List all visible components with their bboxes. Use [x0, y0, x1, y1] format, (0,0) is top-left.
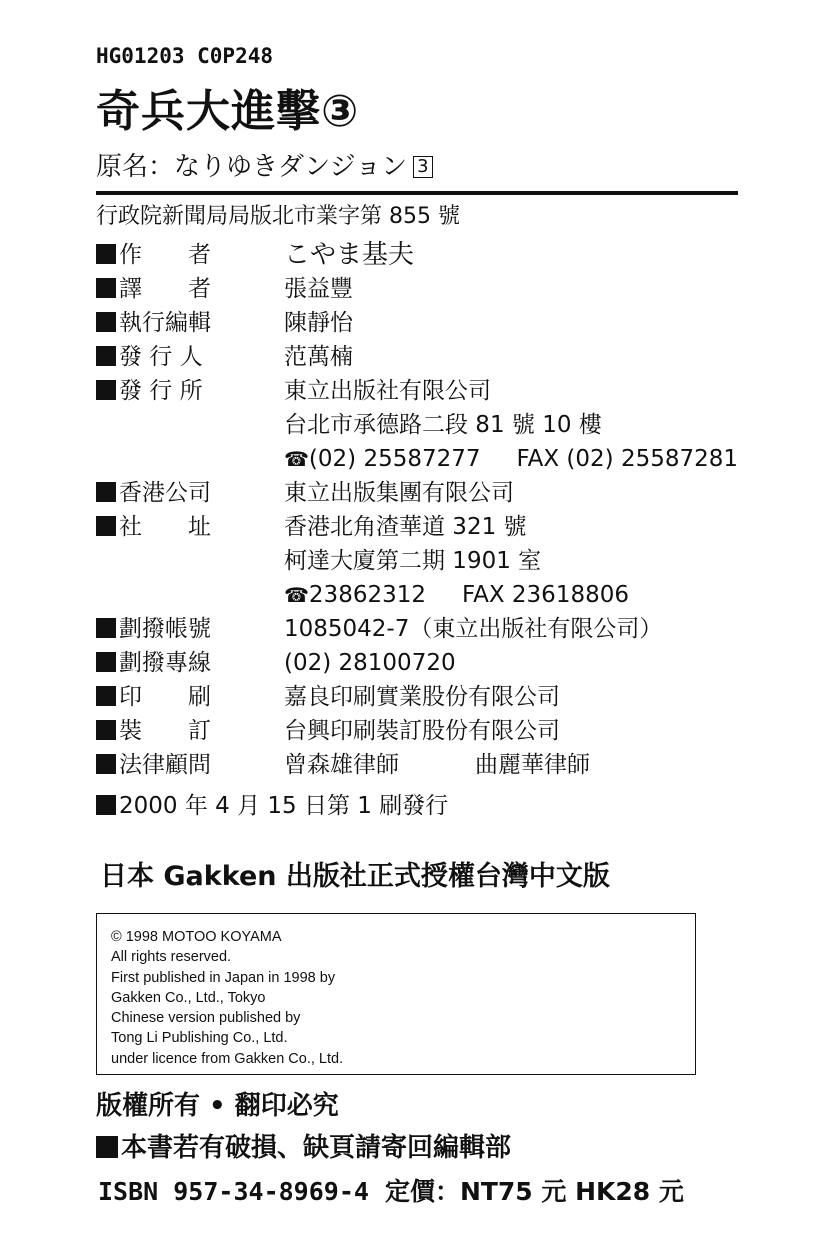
credit-label: 香港公司: [119, 480, 211, 506]
original-name-text: 原名：なりゆきダンジョン: [96, 152, 408, 182]
credit-value: 東立出版集團有限公司: [284, 480, 514, 506]
taipei-fax: FAX (02) 25587281: [516, 446, 739, 472]
damage-notice-text: 本書若有破損、缺頁請寄回編輯部: [121, 1133, 512, 1163]
copyright-line: © 1998 MOTOO KOYAMA: [111, 929, 282, 945]
credit-value: 范萬楠: [284, 344, 353, 370]
credit-value-address: 台北市承德路二段 81 號 10 樓: [284, 412, 602, 438]
credit-value: (02) 28100720: [284, 650, 456, 676]
credit-label: 發 行 所: [119, 378, 203, 404]
bullet-square-icon: [96, 346, 116, 366]
volume-box: 3: [413, 156, 432, 178]
credit-row-publisher: [96, 340, 738, 374]
credit-row-editor: [96, 306, 738, 340]
credits-list: [96, 238, 738, 782]
credit-value: 台興印刷裝訂股份有限公司: [284, 718, 560, 744]
credit-row-account-line: [96, 646, 738, 680]
credit-label: 發 行 人: [119, 344, 203, 370]
bullet-square-icon: [96, 754, 116, 774]
credit-label: 執行編輯: [119, 310, 211, 336]
bullet-square-icon: [96, 380, 116, 400]
bullet-square-icon: [96, 278, 116, 298]
credit-value: 柯達大廈第二期 1901 室: [284, 548, 542, 574]
taipei-phone: (02) 25587277: [308, 446, 481, 472]
credit-label: 劃撥帳號: [119, 616, 211, 642]
credit-label: 譯 者: [119, 276, 211, 302]
credit-row-hk-company: [96, 476, 738, 510]
hk-phone: 23862312: [308, 582, 426, 608]
credit-row-hk-address: [96, 510, 738, 612]
header-divider: [96, 191, 738, 195]
credit-row-author: [96, 238, 738, 272]
credit-row-account: [96, 612, 738, 646]
credit-row-translator: [96, 272, 738, 306]
original-name: [96, 150, 433, 184]
damage-notice: [96, 1130, 511, 1166]
book-title: 奇兵大進擊③: [96, 86, 360, 137]
taipei-contact: [284, 442, 738, 476]
print-date: [96, 789, 448, 823]
credit-row-binding: [96, 714, 738, 748]
credit-value: 曾森雄律師: [284, 752, 399, 778]
credit-value: 陳靜怡: [284, 310, 353, 336]
hk-contact: [284, 578, 629, 612]
credit-value: 香港北角渣華道 321 號: [284, 514, 527, 540]
copyright-line: Chinese version published by: [111, 1010, 301, 1027]
credit-row-legal: [96, 748, 738, 782]
isbn: ISBN 957-34-8969-4: [98, 1177, 369, 1206]
credit-label: 印 刷: [119, 684, 211, 710]
bullet-square-icon: [96, 244, 116, 264]
print-date-text: 2000 年 4 月 15 日第 1 刷發行: [119, 793, 449, 819]
telephone-icon: ☎: [284, 447, 309, 471]
rights-notice: 版權所有 • 翻印必究: [96, 1091, 339, 1121]
bullet-square-icon: [96, 312, 116, 332]
bullet-square-icon: [96, 1136, 118, 1158]
credit-value: こやま基夫: [284, 240, 415, 270]
credit-value: 張益豐: [284, 276, 353, 302]
credit-label: 作 者: [119, 242, 211, 268]
copyright-box: [96, 913, 696, 1075]
bullet-square-icon: [96, 795, 116, 815]
credit-label: 劃撥專線: [119, 650, 211, 676]
copyright-line: under licence from Gakken Co., Ltd.: [111, 1050, 344, 1067]
credit-label: 社 址: [119, 514, 211, 540]
credit-row-printing: [96, 680, 738, 714]
copyright-line: Tong Li Publishing Co., Ltd.: [111, 1030, 288, 1047]
copyright-line: Gakken Co., Ltd., Tokyo: [111, 989, 266, 1006]
authorization-notice: 日本 Gakken 出版社正式授權台灣中文版: [100, 861, 610, 892]
telephone-icon: ☎: [284, 583, 309, 607]
credit-label: 裝 訂: [119, 718, 211, 744]
catalog-code: HG01203 C0P248: [96, 44, 274, 68]
bullet-square-icon: [96, 482, 116, 502]
credit-row-publishing-house: [96, 374, 738, 476]
credit-value: 曲麗華律師: [475, 752, 590, 778]
credit-label: 法律顧問: [119, 752, 211, 778]
bullet-square-icon: [96, 618, 116, 638]
credit-value: 嘉良印刷實業股份有限公司: [284, 684, 560, 710]
credit-value: 東立出版社有限公司: [284, 378, 491, 404]
hk-fax: FAX 23618806: [462, 582, 629, 608]
copyright-line: First published in Japan in 1998 by: [111, 969, 336, 986]
bullet-square-icon: [96, 686, 116, 706]
price: 定價：NT75 元 HK28 元: [384, 1177, 684, 1206]
license-line: 行政院新聞局局版北市業字第 855 號: [96, 204, 460, 229]
credit-value: 1085042-7（東立出版社有限公司）: [284, 616, 663, 642]
bullet-square-icon: [96, 720, 116, 740]
copyright-line: All rights reserved.: [111, 949, 232, 966]
bullet-square-icon: [96, 652, 116, 672]
isbn-price-line: [98, 1174, 684, 1210]
bullet-square-icon: [96, 516, 116, 536]
